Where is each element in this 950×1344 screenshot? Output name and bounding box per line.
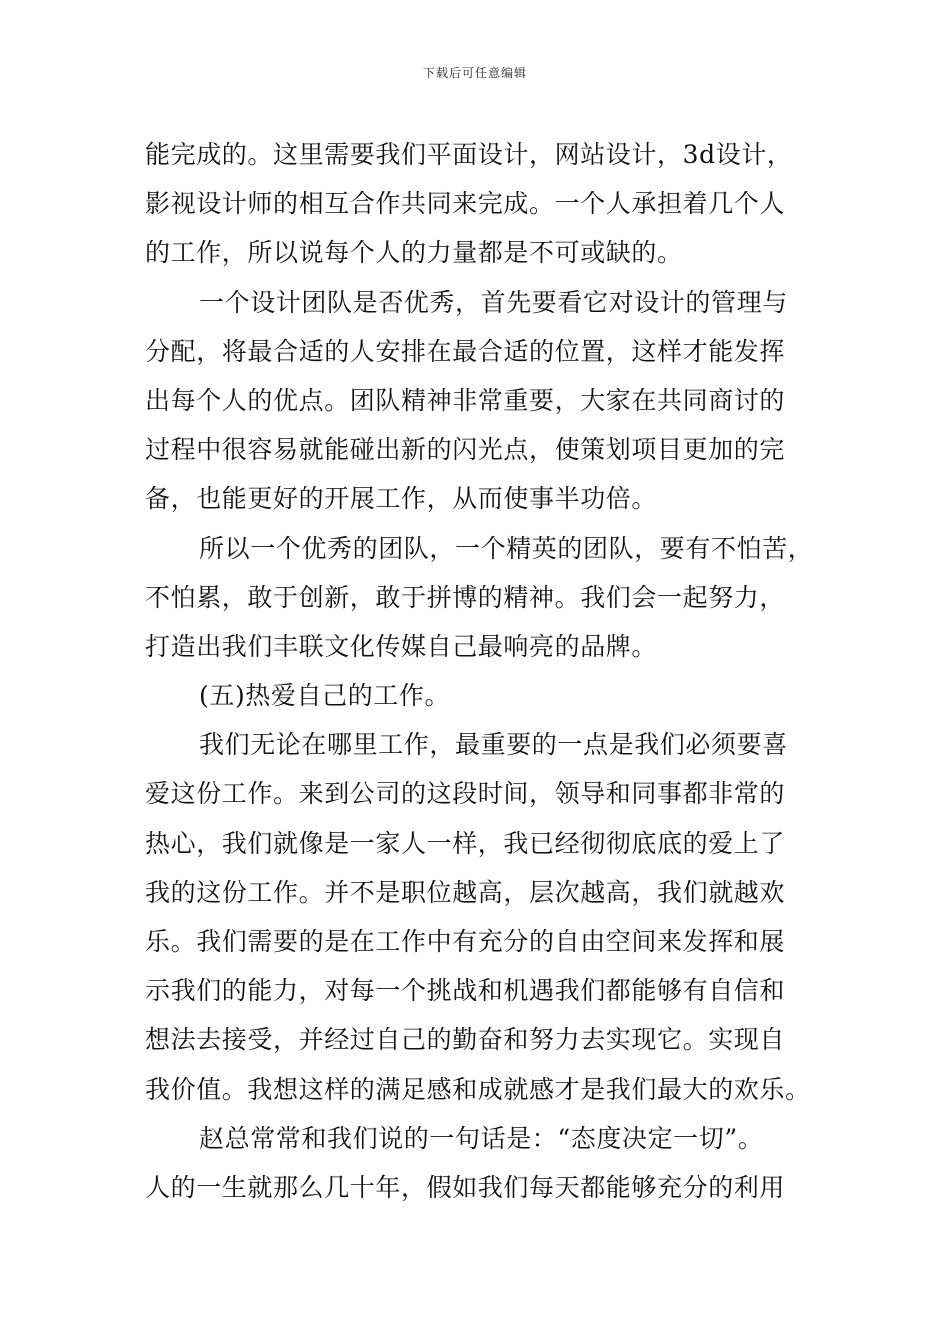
text-line: 乐。我们需要的是在工作中有充分的自由空间来发挥和展 — [145, 927, 786, 956]
text-line: 不怕累，敢于创新，敢于拼博的精神。我们会一起努力， — [145, 582, 786, 612]
paragraph-first-line: 一个设计团队是否优秀，首先要看它对设计的管理与 — [199, 287, 788, 317]
text-line: 打造出我们丰联文化传媒自己最响亮的品牌。 — [145, 631, 658, 661]
section-heading: (五)热爱自己的工作。 — [199, 681, 451, 711]
text-line: 备，也能更好的开展工作，从而使事半功倍。 — [145, 484, 658, 514]
text-line: 爱这份工作。来到公司的这段时间，领导和同事都非常的 — [145, 779, 786, 809]
document-body — [145, 130, 820, 1212]
text-line: 热心，我们就像是一家人一样，我已经彻彻底底的爱上了 — [145, 828, 786, 858]
text-line: 的工作，所以说每个人的力量都是不可或缺的。 — [145, 238, 683, 268]
text-line: 出每个人的优点。团队精神非常重要，大家在共同商讨的 — [145, 385, 786, 415]
text-line: 示我们的能力，对每一个挑战和机遇我们都能够有自信和 — [145, 976, 786, 1006]
text-line: 想法去接受，并经过自己的勤奋和努力去实现它。实现自 — [145, 1025, 786, 1055]
text-line: 我的这份工作。并不是职位越高，层次越高，我们就越欢 — [145, 877, 786, 907]
text-line: 影视设计师的相互合作共同来完成。一个人承担着几个人 — [145, 189, 786, 219]
page-header: 下载后可任意编辑 — [422, 66, 527, 80]
text-line: 我价值。我想这样的满足感和成就感才是我们最大的欢乐。 — [145, 1074, 811, 1104]
text-line: 人的一生就那么几十年，假如我们每天都能够充分的利用 — [145, 1172, 786, 1202]
text-line: 能完成的。这里需要我们平面设计，网站设计，3d设计， — [145, 140, 793, 169]
text-line: 过程中很容易就能碰出新的闪光点，使策划项目更加的完 — [145, 435, 786, 465]
text-line: 分配，将最合适的人安排在最合适的位置，这样才能发挥 — [145, 336, 786, 366]
paragraph-first-line: 赵总常常和我们说的一句话是：“态度决定一切”。 — [199, 1123, 764, 1153]
paragraph-first-line: 所以一个优秀的团队，一个精英的团队，要有不怕苦， — [199, 533, 814, 563]
paragraph-first-line: 我们无论在哪里工作，最重要的一点是我们必须要喜 — [199, 730, 788, 760]
